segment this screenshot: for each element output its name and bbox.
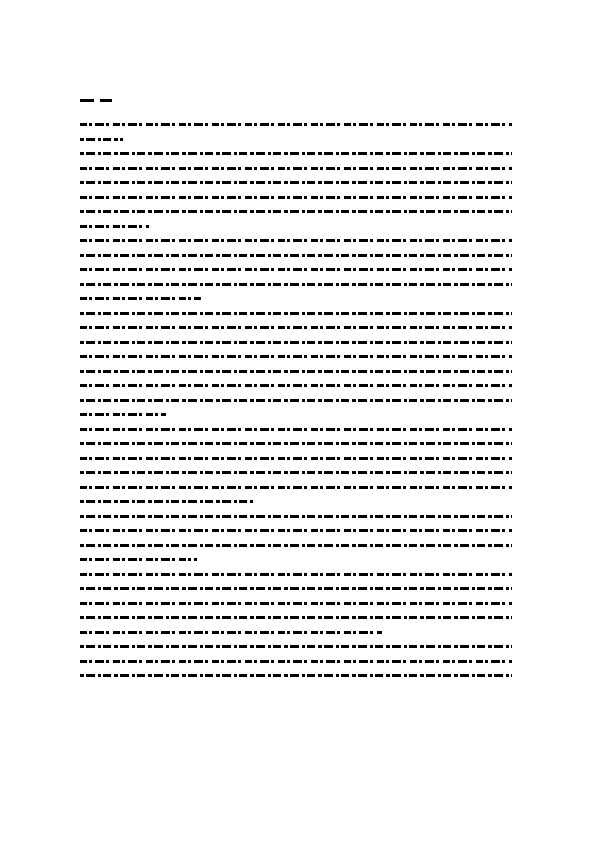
text-line — [80, 370, 512, 373]
text-line — [80, 645, 512, 648]
text-line — [80, 268, 512, 271]
text-line — [80, 616, 512, 619]
text-line — [80, 573, 512, 576]
paragraph — [80, 123, 512, 141]
text-line — [80, 355, 512, 358]
text-line — [80, 442, 512, 445]
text-line — [80, 471, 512, 474]
text-line — [80, 384, 512, 387]
text-line — [80, 167, 512, 170]
heading-word — [80, 99, 94, 102]
text-line — [80, 500, 253, 503]
heading-word — [100, 99, 112, 102]
document-page — [80, 95, 512, 689]
paragraph — [80, 515, 512, 562]
document-body — [80, 123, 512, 677]
text-line — [80, 196, 512, 199]
text-line — [80, 399, 512, 402]
text-line — [80, 239, 512, 242]
paragraph — [80, 573, 512, 634]
text-line — [80, 152, 512, 155]
text-line — [80, 457, 512, 460]
text-line — [80, 587, 512, 590]
text-line — [80, 602, 512, 605]
document-heading — [80, 95, 512, 105]
text-line — [80, 210, 512, 213]
text-line — [80, 529, 512, 532]
text-line — [80, 283, 512, 286]
text-line — [80, 181, 512, 184]
paragraph — [80, 428, 512, 504]
text-line — [80, 341, 512, 344]
text-line — [80, 660, 512, 663]
text-line — [80, 297, 201, 300]
text-line — [80, 486, 512, 489]
paragraph — [80, 239, 512, 300]
text-line — [80, 413, 166, 416]
paragraph — [80, 312, 512, 417]
text-line — [80, 254, 512, 257]
paragraph — [80, 152, 512, 228]
text-line — [80, 428, 512, 431]
text-line — [80, 326, 512, 329]
paragraph — [80, 645, 512, 677]
text-line — [80, 674, 512, 677]
text-line — [80, 631, 382, 634]
text-line — [80, 123, 512, 126]
text-line — [80, 138, 123, 141]
text-line — [80, 558, 197, 561]
text-line — [80, 312, 512, 315]
text-line — [80, 225, 149, 228]
text-line — [80, 544, 512, 547]
text-line — [80, 515, 512, 518]
